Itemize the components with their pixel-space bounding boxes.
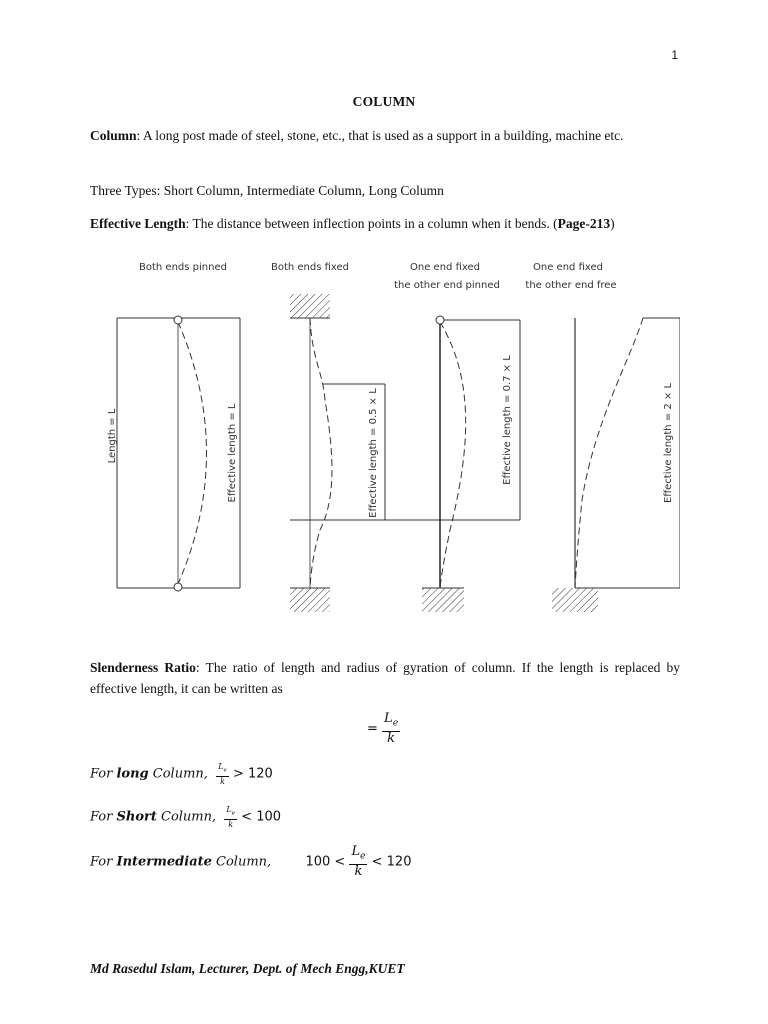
case2-diagram [290,294,520,612]
case1-effective-length: Effective length = L [227,403,238,503]
short-ratio-fraction: $\frac{L_e}{k}$ [226,805,236,829]
case2-effective-length: Effective length = 0.5 × L [368,388,379,518]
top-fixed-support-icon [290,294,330,318]
formula-numerator: $L_e$ [382,712,400,732]
page-title: COLUMN [352,94,416,109]
bottom-fixed-support-icon [290,588,330,612]
column-definition [90,125,680,146]
case1-caption: Both ends pinned [139,262,227,273]
page-reference: Page-213 [557,216,611,231]
short-column-condition: For Short Column, $\frac{L_e}{k}$ < 100 [90,805,282,829]
page-number: 1 [671,48,678,62]
footer-author: Md Rasedul Islam, Lecturer, Dept. of Mech Engg,KUET [90,961,405,976]
effective-length-definition: Effective Length: The distance between inflection points in a column when it bends. (Page-213) [90,216,615,231]
effective-length-term: Effective Length [90,216,186,231]
long-ratio-fraction: $\frac{L_e}{k}$ [218,762,227,786]
intermediate-column-condition: For Intermediate Column, 100 < $\frac{L_e}{k}$ < 120 [90,844,412,879]
case3-effective-length: Effective length = 0.7 × L [502,355,513,485]
effective-length-figure [90,250,680,625]
case4-caption-line2: the other end free [525,280,617,291]
case3-caption-line2: the other end pinned [394,280,500,291]
types-line: Three Types: Short Column, Intermediate Column, Long Column [90,183,444,198]
case4-caption-line1: One end fixed [533,262,603,273]
slenderness-formula: = $\frac{L_e}{k}$ [367,711,399,746]
slenderness-definition [90,657,680,699]
effective-length-text: : The distance between inflection points in a column when it bends. ( [185,216,558,231]
slenderness-term: Slenderness Ratio [90,660,196,675]
case2-caption: Both ends fixed [270,262,350,273]
case3-fixed-support-icon [422,588,464,612]
case4-fixed-support-icon [552,588,598,612]
column-term: Column [90,128,137,143]
formula-fraction [382,712,400,746]
intermediate-ratio-fraction: $\frac{L_e}{k}$ [351,844,366,879]
case1-diagram [107,316,240,591]
slenderness-text: : The ratio of length and radius of gyration of column. If the length is replaced by effective length, it can be written as [90,660,680,696]
long-column-condition: For long Column, $\frac{L_e}{k}$ > 120 [90,762,273,786]
top-pin-icon [174,316,182,324]
case4-diagram [552,318,680,612]
column-definition-text: : A long post made of steel, stone, etc., that is used as a support in a building, machine etc. [136,128,624,143]
length-label: Length = L [107,408,118,464]
case3-diagram [422,316,520,612]
case3-caption-line1: One end fixed [410,262,480,273]
case3-pin-icon [436,316,444,324]
case4-effective-length: Effective length = 2 × L [663,382,674,504]
formula-denominator: k [387,730,395,746]
bottom-pin-icon [174,583,182,591]
